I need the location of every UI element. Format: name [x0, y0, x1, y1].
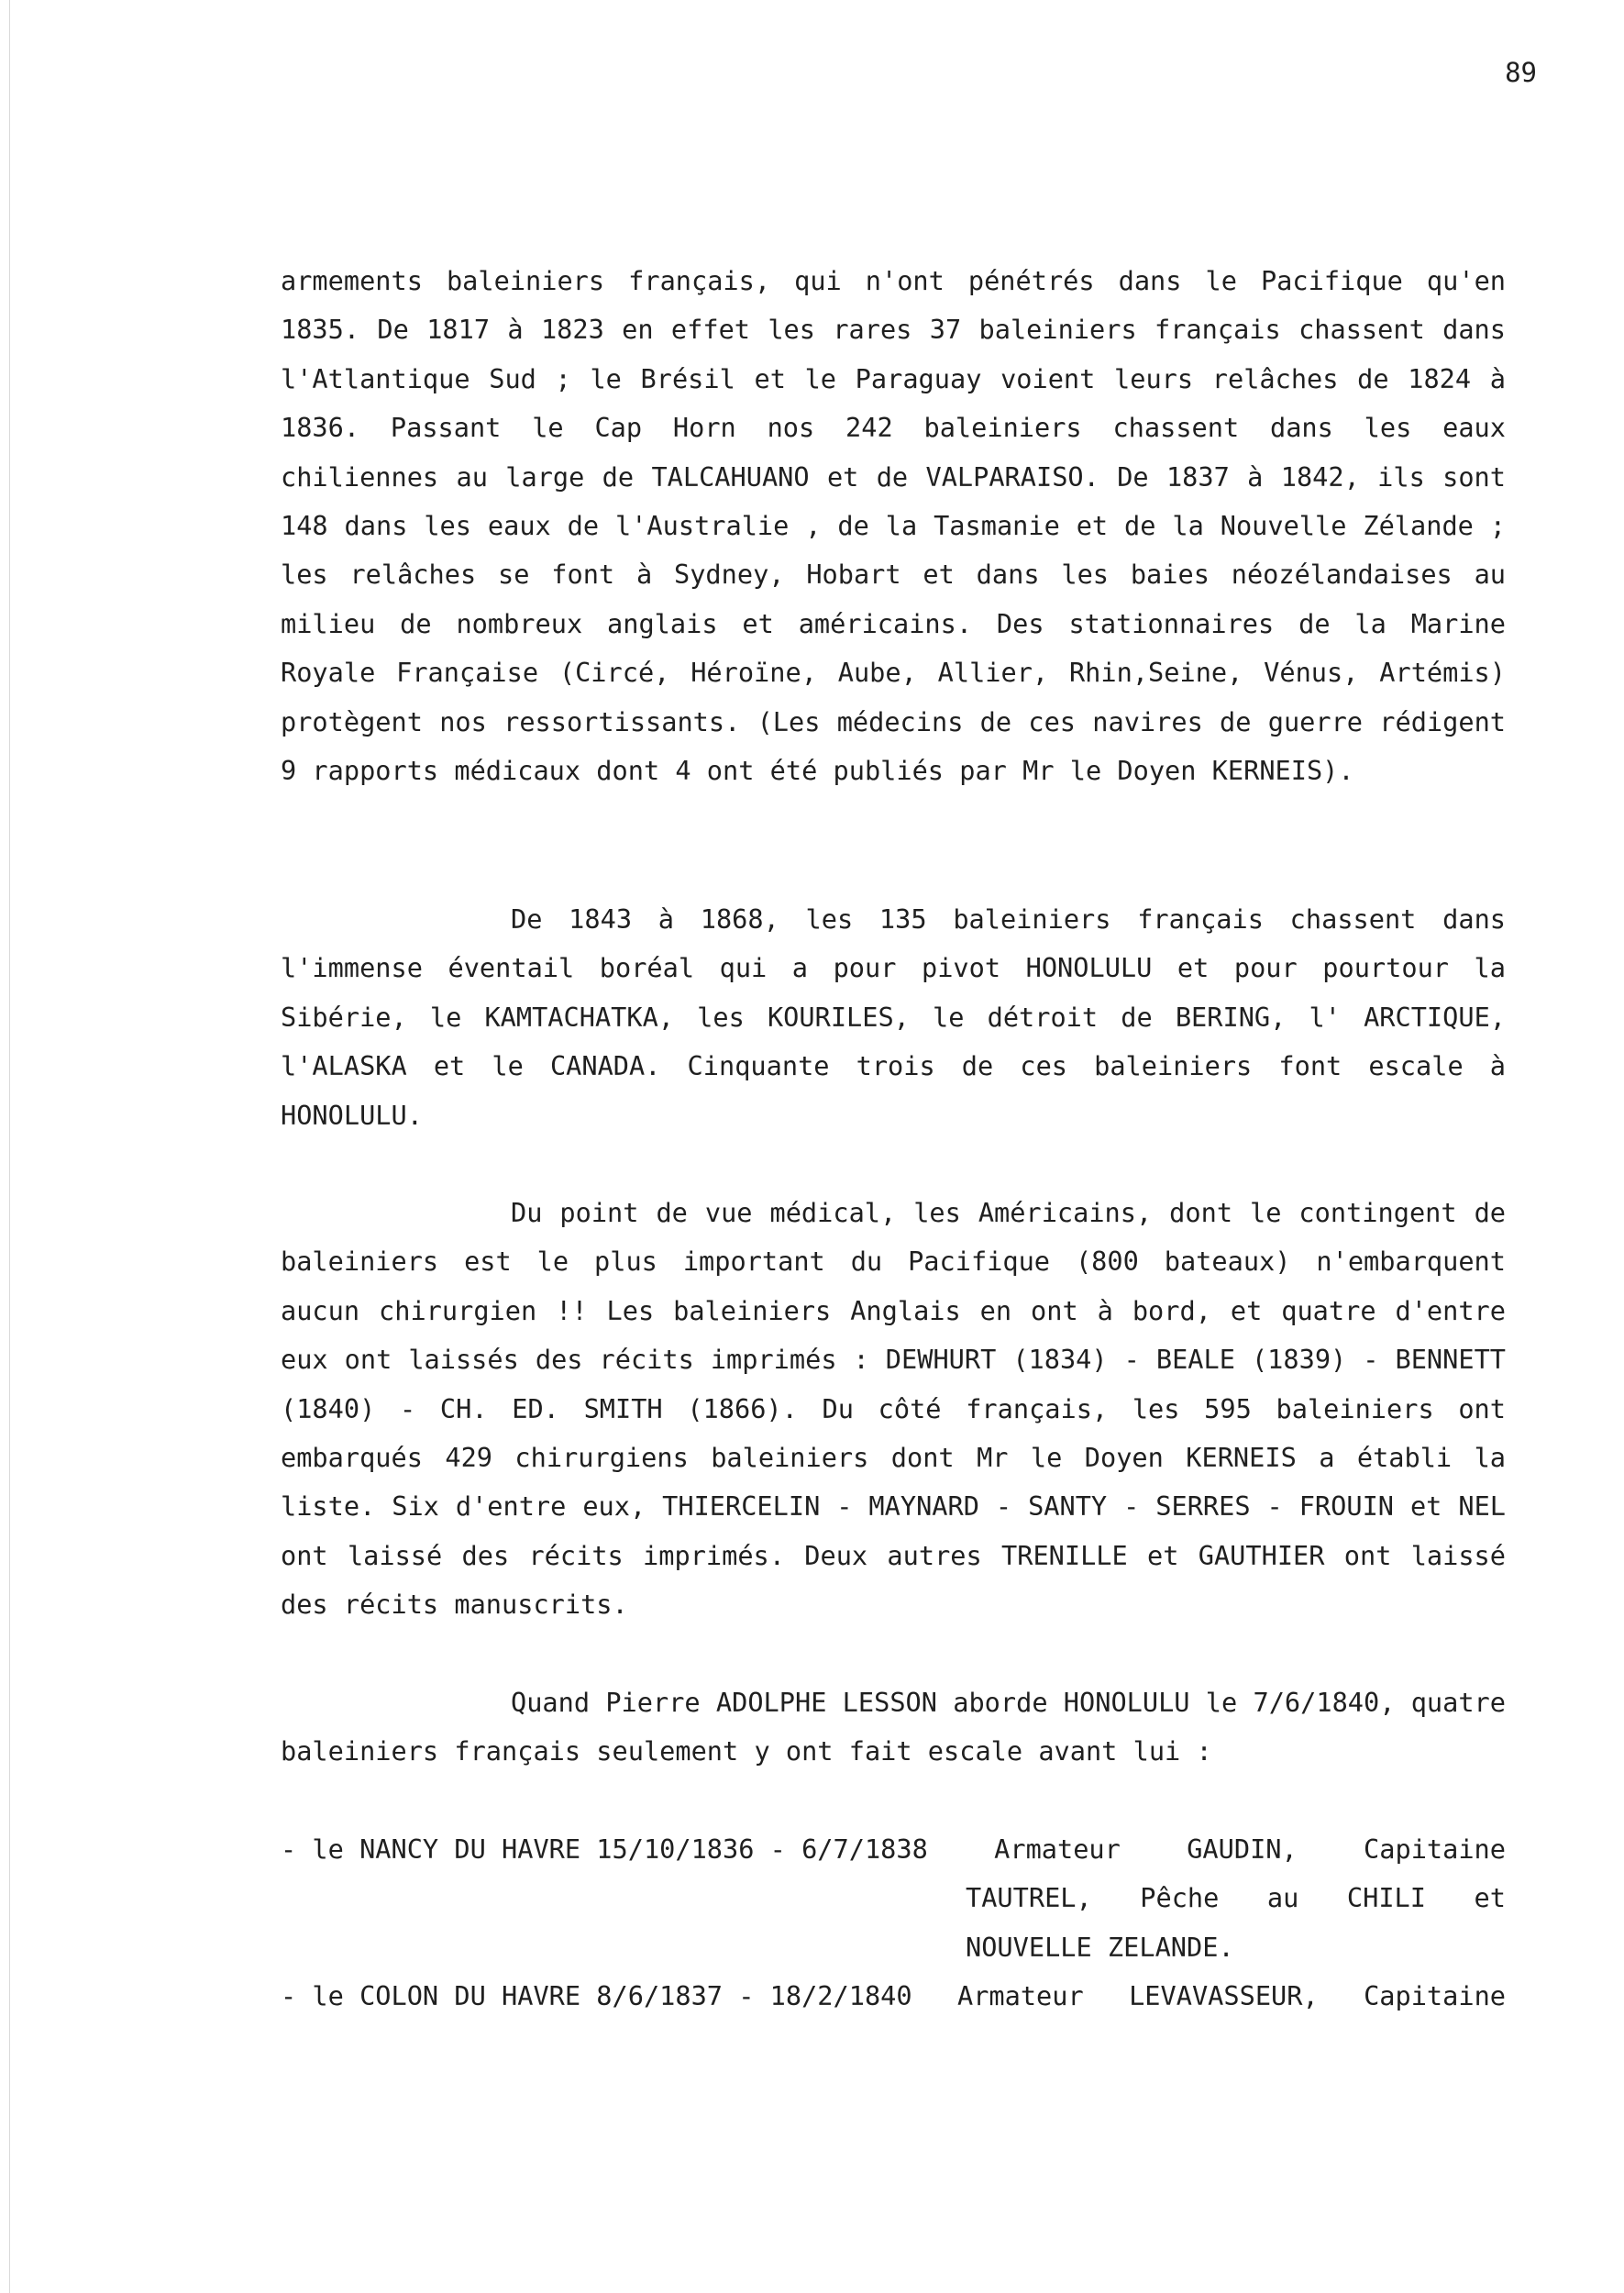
fishing-zone-1: CHILI	[1346, 1882, 1426, 1914]
owner-label: Armateur	[994, 1833, 1121, 1865]
captain-label: Capitaine	[1364, 1980, 1506, 2011]
fishing-label: Pêche	[1140, 1882, 1220, 1914]
ship-entry-line	[281, 1972, 1506, 2021]
fishing-preposition: au	[1266, 1882, 1299, 1914]
ship-entry-continuation	[966, 1874, 1506, 1922]
ship-entry-name-dates: - le NANCY DU HAVRE 15/10/1836 - 6/7/1838	[281, 1833, 928, 1865]
paragraph-whaling-routes: armements baleiniers français, qui n'ont pénétrés dans le Pacifique qu'en 1835. De 1817 à 1823 en effet les rares 37 baleiniers français chassent dans l'Atlantique Sud ; le Brésil et le Paraguay voient leurs relâches de 1824 à 1836. Passant le Cap Horn nos 242 baleiniers chassent dans les eaux chiliennes au large de TALCAHUANO et de VALPARAISO. De 1837 à 1842, ils sont 148 dans les eaux de l'Australie , de la Tasmanie et de la Nouvelle Zélande ; les relâches se font à Sydney, Hobart et dans les baies néozélandaises au milieu de nombreux anglais et américains. Des stationnaires de la Marine Royale Française (Circé, Héroïne, Aube, Allier, Rhin,Seine, Vénus, Artémis) protègent nos ressortissants. (Les médecins de ces navires de guerre rédigent 9 rapports médicaux dont 4 ont été publiés par Mr le Doyen KERNEIS).	[281, 265, 1506, 787]
fishing-zone-2: NOUVELLE ZELANDE.	[966, 1931, 1234, 1963]
owner-name: LEVAVASSEUR,	[1129, 1980, 1319, 2011]
paragraph-lesson-arrival: Quand Pierre ADOLPHE LESSON aborde HONOLULU le 7/6/1840, quatre baleiniers français seulement y ont fait escale avant lui :	[281, 1687, 1506, 1767]
paragraph-medical-view: Du point de vue médical, les Américains, dont le contingent de baleiniers est le plus important du Pacifique (800 bateaux) n'embarquent aucun chirurgien !! Les baleiniers Anglais en ont à bord, et quatre d'entre eux ont laissés des récits imprimés : DEWHURT (1834) - BEALE (1839) - BENNETT (1840) - CH. ED. SMITH (1866). Du côté français, les 595 baleiniers ont embarqués 429 chirurgiens baleiniers dont Mr le Doyen KERNEIS a établi la liste. Six d'entre eux, THIERCELIN - MAYNARD - SANTY - SERRES - FROUIN et NEL ont laissé des récits imprimés. Deux autres TRENILLE et GAUTHIER ont laissé des récits manuscrits.	[281, 1197, 1506, 1621]
ship-entry-line	[281, 1825, 1506, 1874]
ship-entry-continuation	[966, 1923, 1506, 1972]
owner-label: Armateur	[956, 1980, 1084, 2011]
owner-name: GAUDIN,	[1187, 1833, 1298, 1865]
ship-entry-colon	[281, 1972, 1506, 2021]
ship-entry-nancy	[281, 1825, 1506, 1972]
ship-entry-name-dates: - le COLON DU HAVRE 8/6/1837 - 18/2/1840	[281, 1980, 912, 2011]
fishing-conjunction: et	[1474, 1882, 1506, 1914]
scan-edge-line	[9, 0, 10, 2293]
captain-name: TAUTREL,	[966, 1882, 1092, 1914]
page-number: 89	[1505, 57, 1537, 88]
paragraph-boreal-fan: De 1843 à 1868, les 135 baleiniers français chassent dans l'immense éventail boréal qui a pour pivot HONOLULU et pour pourtour la Sibérie, le KAMTACHATKA, les KOURILES, le détroit de BERING, l' ARCTIQUE, l'ALASKA et le CANADA. Cinquante trois de ces baleiniers font escale à HONOLULU.	[281, 903, 1506, 1131]
captain-label: Capitaine	[1364, 1833, 1506, 1865]
